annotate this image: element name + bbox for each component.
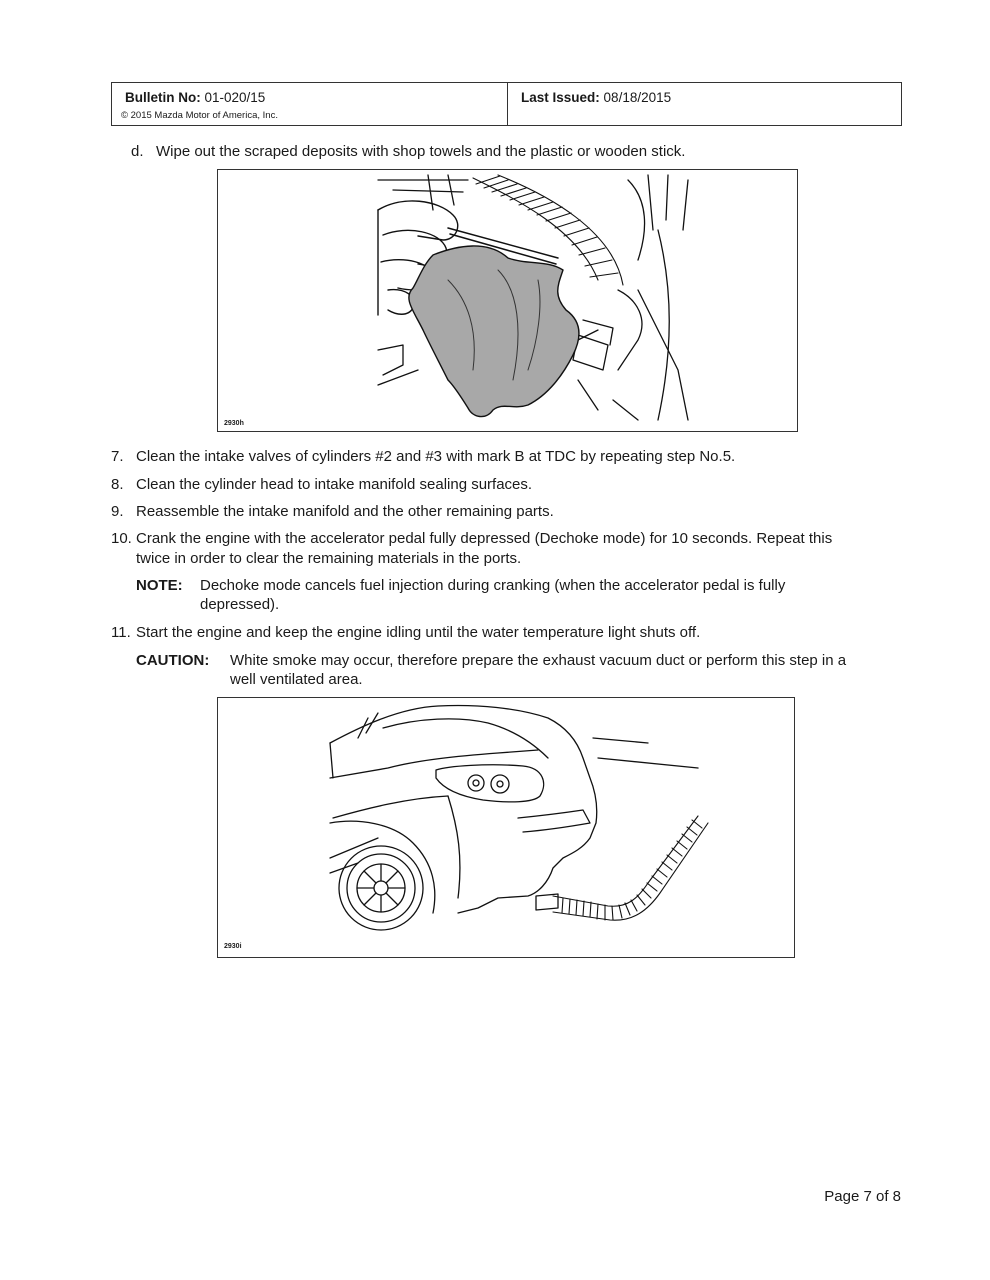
car-body — [330, 706, 597, 914]
step-d-marker: d. — [131, 143, 144, 160]
bulletin-value: 01-020/15 — [204, 90, 266, 105]
caution-line2: well ventilated area. — [230, 671, 363, 688]
bulletin-number — [125, 90, 265, 105]
copyright-notice: © 2015 Mazda Motor of America, Inc. — [121, 110, 278, 121]
note-line2: depressed). — [200, 596, 280, 613]
shop-towel — [409, 246, 579, 417]
caution-line1: White smoke may occur, therefore prepare the exhaust vacuum duct or perform this step in a — [230, 652, 847, 669]
last-issued — [521, 90, 671, 105]
caution-label: CAUTION: — [136, 652, 210, 669]
exhaust-duct-illustration — [218, 698, 794, 957]
note-line1: Dechoke mode cancels fuel injection during cranking (when the accelerator pedal is fully — [200, 577, 786, 594]
step-11-marker: 11. — [111, 624, 131, 641]
step-8-text: Clean the cylinder head to intake manifold sealing surfaces. — [136, 476, 533, 493]
step-10-line2: twice in order to clear the remaining materials in the ports. — [136, 550, 522, 567]
issued-info-cell — [508, 83, 901, 125]
bulletin-header — [111, 82, 902, 126]
wipe-deposits-illustration — [218, 170, 797, 431]
figure-exhaust-duct — [217, 697, 795, 958]
step-8-marker: 8. — [111, 476, 124, 493]
note-label: NOTE: — [136, 577, 183, 594]
step-7-marker: 7. — [111, 448, 124, 465]
rear-wheel — [330, 821, 435, 930]
bulletin-label: Bulletin No: — [125, 90, 201, 105]
step-10-marker: 10. — [111, 530, 132, 547]
step-11-text: Start the engine and keep the engine idling until the water temperature light shuts off. — [136, 624, 701, 641]
step-9-text: Reassemble the intake manifold and the other remaining parts. — [136, 503, 554, 520]
issued-label: Last Issued: — [521, 90, 600, 105]
step-d-text: Wipe out the scraped deposits with shop towels and the plastic or wooden stick. — [156, 143, 686, 160]
figure-code: 2930h — [224, 420, 244, 427]
step-10-line1: Crank the engine with the accelerator pedal fully depressed (Dechoke mode) for 10 seconds. Repeat this — [136, 530, 833, 547]
tail-light — [436, 765, 544, 802]
page-number: Page 7 of 8 — [824, 1188, 901, 1205]
step-9-marker: 9. — [111, 503, 124, 520]
figure-wipe-deposits — [217, 169, 798, 432]
figure-code: 2930i — [224, 943, 242, 950]
bulletin-info-cell — [112, 83, 508, 125]
step-7-text: Clean the intake valves of cylinders #2 and #3 with mark B at TDC by repeating step No.5. — [136, 448, 736, 465]
exhaust-duct — [553, 816, 708, 920]
issued-value: 08/18/2015 — [603, 90, 672, 105]
